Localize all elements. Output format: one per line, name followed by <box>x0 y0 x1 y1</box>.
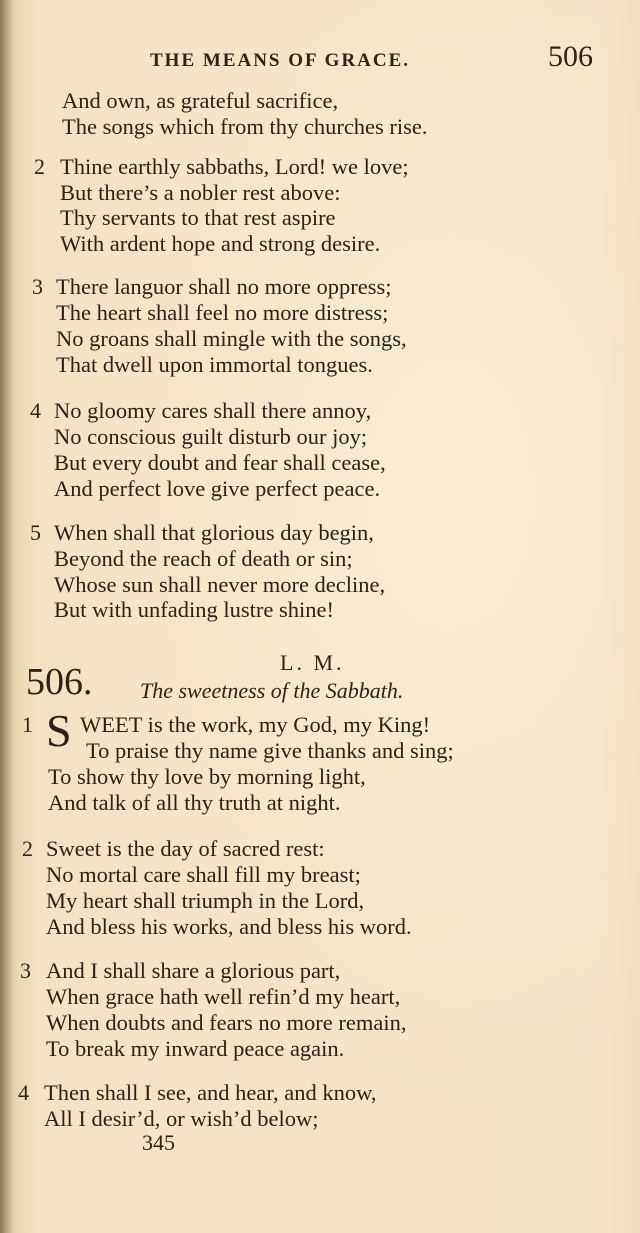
verse-number: 2 <box>34 154 45 179</box>
verse-line: To praise thy name give thanks and sing; <box>86 738 454 763</box>
verse-line: No conscious guilt disturb our joy; <box>54 424 368 449</box>
verse-number: 4 <box>30 398 41 423</box>
verse-line: When doubts and fears no more remain, <box>46 1010 407 1035</box>
gutter-shadow <box>0 0 14 1233</box>
verse-number: 2 <box>22 836 33 861</box>
verse-line: Then shall I see, and hear, and know, <box>44 1080 377 1105</box>
verse-number: 3 <box>32 274 43 299</box>
verse-line: But there’s a nobler rest above: <box>60 180 341 205</box>
verse-line: The songs which from thy churches rise. <box>62 114 428 139</box>
page-number-top: 506 <box>548 40 593 73</box>
verse-line: The heart shall feel no more distress; <box>56 300 389 325</box>
hymn-heading <box>0 650 640 710</box>
verse-line: And I shall share a glorious part, <box>46 958 341 983</box>
verse-line: But with unfading lustre shine! <box>54 597 334 622</box>
page-header <box>0 40 640 80</box>
verse-line: Thy servants to that rest aspire <box>60 205 336 230</box>
verse-line: Sweet is the day of sacred rest: <box>46 836 325 861</box>
verse-line: And bless his works, and bless his word. <box>46 914 412 939</box>
verse-number: 3 <box>20 958 31 983</box>
verse-line: Thine earthly sabbaths, Lord! we love; <box>60 154 409 179</box>
verse-number: 4 <box>18 1080 29 1105</box>
verse-line: Beyond the reach of death or sin; <box>54 546 353 571</box>
verse-line: With ardent hope and strong desire. <box>60 231 381 256</box>
verse-line: Whose sun shall never more decline, <box>54 572 386 597</box>
verse-line: No gloomy cares shall there annoy, <box>54 398 372 423</box>
verse-number: 1 <box>22 712 33 737</box>
verse-line: And own, as grateful sacrifice, <box>62 88 339 113</box>
verse-line: When grace hath well refin’d my heart, <box>46 984 401 1009</box>
verse-line: And perfect love give perfect peace. <box>54 476 381 501</box>
verse-line: When shall that glorious day begin, <box>54 520 374 545</box>
running-head: THE MEANS OF GRACE. <box>150 50 411 71</box>
verse-line: And talk of all thy truth at night. <box>48 790 341 815</box>
verse-line: WEET is the work, my God, my King! <box>80 712 431 737</box>
verse-line: No groans shall mingle with the songs, <box>56 326 407 351</box>
page-number-bottom: 345 <box>142 1130 175 1155</box>
verse-line: That dwell upon immortal tongues. <box>56 352 373 377</box>
verse-line: All I desir’d, or wish’d below; <box>44 1106 319 1131</box>
verse-line: My heart shall triumph in the Lord, <box>46 888 365 913</box>
hymn-meter: L. M. <box>280 650 345 675</box>
verse-line: To break my inward peace again. <box>46 1036 345 1061</box>
verse-line: But every doubt and fear shall cease, <box>54 450 386 475</box>
verse-line: To show thy love by morning light, <box>48 764 366 789</box>
verse-number: 5 <box>30 520 41 545</box>
hymn-number: 506. <box>26 661 93 703</box>
hymn-title: The sweetness of the Sabbath. <box>140 678 404 703</box>
verse-line: No mortal care shall fill my breast; <box>46 862 361 887</box>
verse-line: There languor shall no more oppress; <box>56 274 392 299</box>
drop-cap: S <box>46 705 72 756</box>
